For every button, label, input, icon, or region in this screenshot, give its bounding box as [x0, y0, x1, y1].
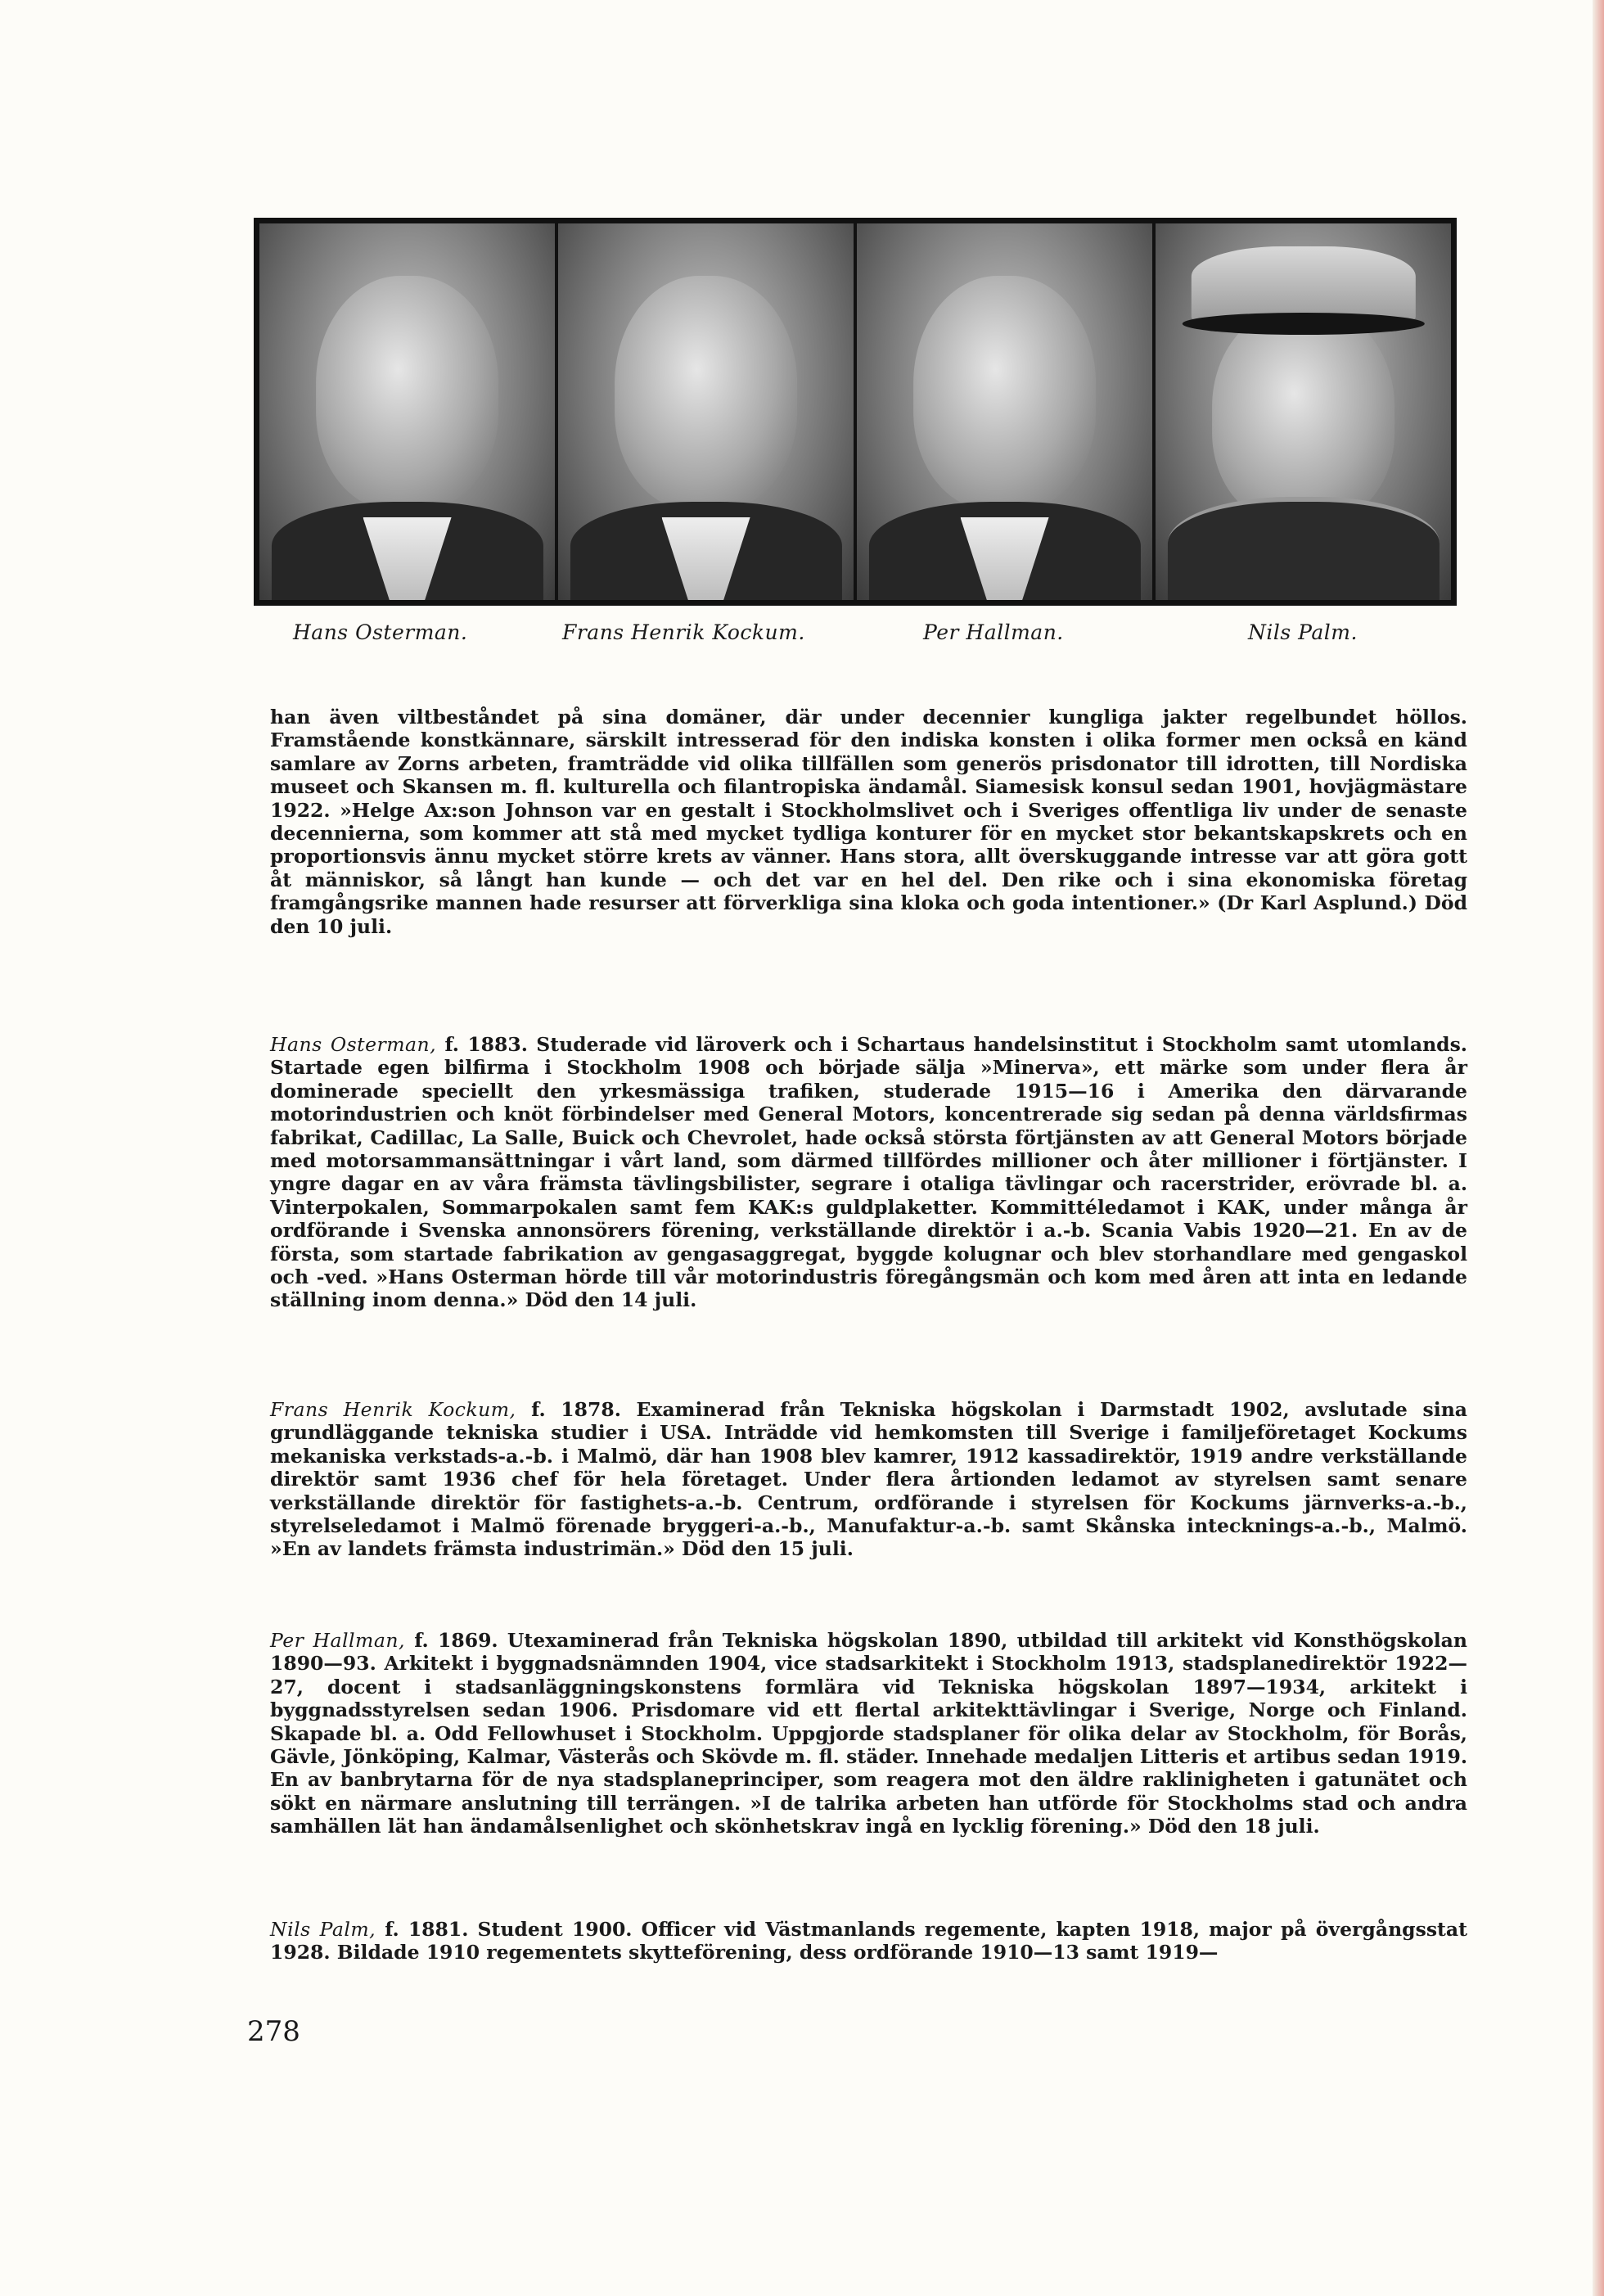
caption-nils-palm: Nils Palm.: [1248, 620, 1358, 644]
portrait-photo-strip: [254, 218, 1457, 606]
entry-text: f. 1869. Utexaminerad från Tekniska högskolan 1890, utbildad till arkitekt vid Konsthögskolan 1890—93. Arkitekt i byggnadsnämnden 1904, vice stadsarkitekt i Stockholm 1913, stadsplanedirektör 1922—27, docent i stadsanläggningskonstens formlära vid Tekniska högskolan 1897—1934, arkitekt i byggnadsstyrelsen sedan 1906. Prisdomare vid ett flertal arkitekttävlingar i Sverige, Norge och Finland. Skapade bl. a. Odd Fellowhuset i Stockholm. Uppgjorde stadsplaner för olika delar av Stockholm, för Borås, Gävle, Jönköping, Kalmar, Västerås och Skövde m. fl. städer. Innehade medaljen Litteris et artibus sedan 1919. En av banbrytarna för de nya stadsplaneprinciper, som reagera mot den äldre raklinigheten i gatunätet och sökt en närmare anslutning till terrängen. »I de talrika arbeten han utförde för Stockholms stad och andra samhällen lät han ändamålsenlighet och skönhetskrav ingå en lycklig förening.» Död den 18 juli.: [270, 1629, 1467, 1838]
caption-frans-henrik-kockum: Frans Henrik Kockum.: [562, 620, 805, 644]
portrait-photo-icon: [615, 276, 798, 509]
photo-captions: [254, 620, 1457, 661]
entry-name: Hans Osterman,: [270, 1033, 437, 1056]
portrait-frans-henrik-kockum: [558, 223, 854, 600]
entry-name: Per Hallman,: [270, 1629, 405, 1652]
portrait-nils-palm: [1156, 223, 1451, 600]
page-number: 278: [247, 2015, 300, 2048]
entry-name: Frans Henrik Kockum,: [270, 1398, 516, 1421]
page-edge: [1593, 0, 1604, 2296]
entry-text: f. 1878. Examinerad från Tekniska högskolan i Darmstadt 1902, avslutade sina grundläggande tekniska studier i USA. Inträdde vid hemkomsten till Sverige i familjeföretaget Kockums mekaniska verkstads-a.-b. i Malmö, där han 1908 blev kamrer, 1912 kassadirektör, 1919 andre verkställande direktör samt 1936 chef för hela företaget. Under flera årtionden ledamot av styrelsen samt senare verkställande direktör för fastighets-a.-b. Centrum, ordförande i styrelsen för Kockums järnverks-a.-b., styrelseledamot i Malmö förenade bryggeri-a.-b., Manufaktur-a.-b. samt Skånska intecknings-a.-b., Malmö. »En av landets främsta industrimän.» Död den 15 juli.: [270, 1398, 1468, 1561]
paragraph-nils-palm: [270, 1918, 1467, 1964]
paragraph-frans-henrik-kockum: [270, 1398, 1467, 1561]
caption-per-hallman: Per Hallman.: [923, 620, 1064, 644]
portrait-photo-icon: [316, 276, 499, 509]
portrait-photo-icon: [913, 276, 1097, 509]
entry-text: f. 1883. Studerade vid läroverk och i Schartaus handelsinstitut i Stockholm samt utomlands. Startade egen bilfirma i Stockholm 1908 och började sälja »Minerva», ett märke som under flera år dominerade speciellt den yrkesmässiga trafiken, studerade 1915—16 i Amerika den därvarande motorindustrien och knöt förbindelser med General Motors, koncentrerade sig sedan på denna världsfirmas fabrikat, Cadillac, La Salle, Buick och Chevrolet, hade också största förtjänsten av att General Motors började med motorsammansättningar i vårt land, som därmed tillfördes millioner och åter millioner i förtjänster. I yngre dagar en av våra främsta tävlingsbilister, segrare i otaliga tävlingar och racerstrider, erövrade bl. a. Vinterpokalen, Sommarpokalen samt fem KAK:s guldplaketter. Kommittéledamot i KAK, under många år ordförande i Svenska annonsörers förening, verkställande direktör i a.-b. Scania Vabis 1920—21. En av de första, som startade fabrikation av gengasaggregat, byggde kolugnar och blev storhandlare med gengaskol och -ved. »Hans Osterman hörde till vår motorindustris föregångsmän och kom med åren att inta en ledande ställning inom denna.» Död den 14 juli.: [270, 1033, 1467, 1312]
portrait-photo-uniform-icon: [1212, 306, 1395, 525]
paragraph-hans-osterman: [270, 1033, 1467, 1312]
caption-hans-osterman: Hans Osterman.: [293, 620, 468, 644]
portrait-hans-osterman: [259, 223, 555, 600]
paragraph-continuation: han även viltbeståndet på sina domäner, där under decennier kungliga jakter regelbundet höllos. Framstående konstkännare, särskilt intresserad för den indiska konsten i olika former men också en känd samlare av Zorns arbeten, framträdde vid olika tillfällen som generös prisdonator till idrotten, till Nordiska museet och Skansen m. fl. kulturella och filantropiska ändamål. Siamesisk konsul sedan 1901, hovjägmästare 1922. »Helge Ax:son Johnson var en gestalt i Stockholmslivet och i Sveriges offentliga liv under de senaste decennierna, som kommer att stå med mycket tydliga konturer för en mycket stor bekantskapskrets och en proportionsvis ännu mycket större krets av vänner. Hans stora, allt överskuggande intresse var att göra gott åt människor, så långt han kunde — och det var en hel del. Den rike och i sina ekonomiska företag framgångsrike mannen hade resurser att förverkliga sina kloka och goda intentioner.» (Dr Karl Asplund.) Död den 10 juli.: [270, 706, 1467, 938]
entry-text: f. 1881. Student 1900. Officer vid Västmanlands regemente, kapten 1918, major på övergångsstat 1928. Bildade 1910 regementets skytteförening, dess ordförande 1910—13 samt 1919—: [270, 1918, 1467, 1964]
portrait-per-hallman: [857, 223, 1152, 600]
entry-name: Nils Palm,: [270, 1918, 376, 1941]
paragraph-per-hallman: [270, 1629, 1467, 1838]
